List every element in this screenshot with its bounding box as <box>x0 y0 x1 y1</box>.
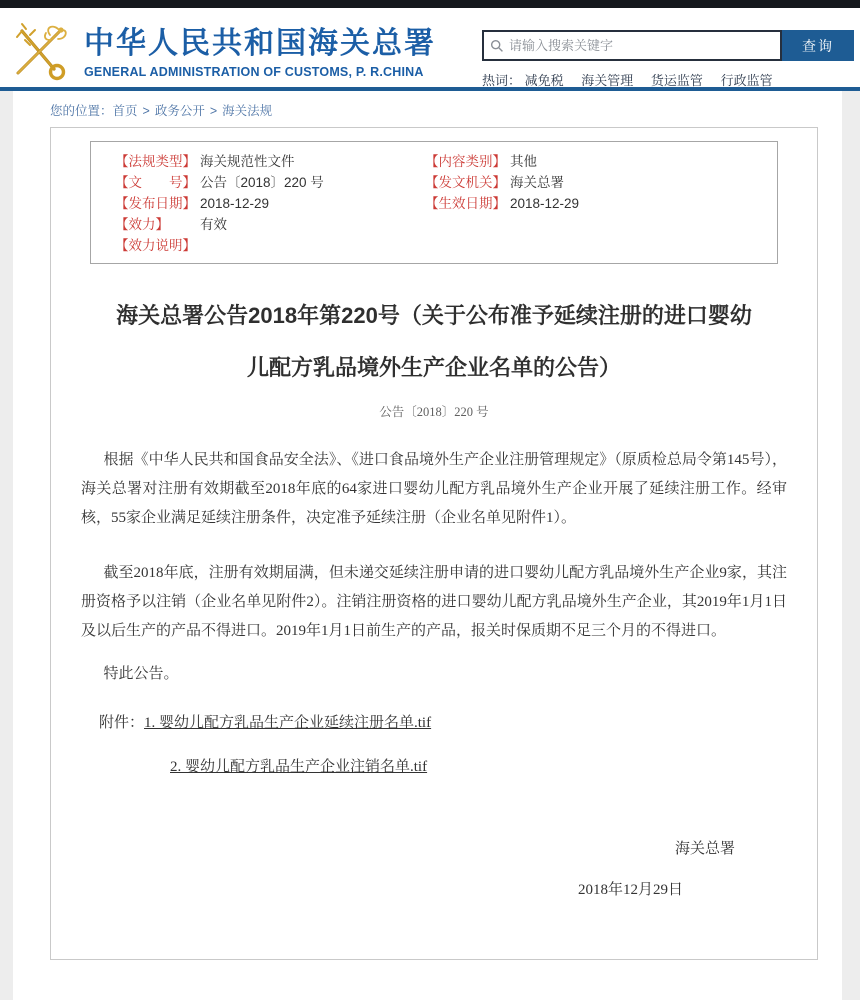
meta-label: 【法规类型】 <box>115 154 196 169</box>
article-body <box>51 446 817 899</box>
attachment-link-renewal-list[interactable]: 1. 婴幼儿配方乳品生产企业延续注册名单.tif <box>144 715 432 731</box>
breadcrumb-separator: > <box>142 104 150 118</box>
document-meta-box <box>90 141 778 264</box>
meta-row-publish-date <box>115 193 425 214</box>
page-body <box>13 91 842 1000</box>
search-icon <box>490 39 504 53</box>
hot-word-link[interactable]: 减免税 <box>524 73 564 88</box>
attachments <box>81 713 787 777</box>
hot-words <box>482 70 854 89</box>
paragraph: 根据《中华人民共和国食品安全法》、《进口食品境外生产企业注册管理规定》（原质检总局令第145号），海关总署对注册有效期截至2018年底的64家进口婴幼儿配方乳品境外生产企业开展了延续注册工作。经审核，55家企业满足延续注册条件，决定准予延续注册（企业名单见附件1）。 <box>81 452 787 526</box>
signature: 海关总署 <box>674 841 735 857</box>
meta-label: 【发布日期】 <box>115 196 196 211</box>
meta-value: 公告〔2018〕220 号 <box>200 175 324 190</box>
meta-value: 2018-12-29 <box>510 196 580 211</box>
search-input[interactable] <box>509 38 774 53</box>
attachments-label: 附件： <box>99 715 145 731</box>
meta-value: 海关总署 <box>510 175 564 190</box>
meta-row-doc-number <box>115 172 425 193</box>
announcement-article <box>51 290 817 899</box>
meta-label: 【效力】 <box>115 217 169 232</box>
meta-row-effective-date <box>425 193 767 214</box>
site-subtitle: GENERAL ADMINISTRATION OF CUSTOMS, P. R.CHINA <box>84 64 424 79</box>
breadcrumb-item-home[interactable]: 首页 <box>112 104 138 118</box>
paragraph: 截至2018年底，注册有效期届满，但未递交延续注册申请的进口婴幼儿配方乳品境外生产企业9家，其注册资格予以注销（企业名单见附件2）。注销注册资格的进口婴幼儿配方乳品境外生产企业，其2019年1月1日及以后生产的产品不得进口。2019年1月1日前生产的产品，报关时保质期不足三个月的不得进口。 <box>81 565 787 639</box>
hot-word-link[interactable]: 行政监管 <box>720 73 773 88</box>
meta-label: 【文 号】 <box>115 175 196 190</box>
breadcrumb-prefix: 您的位置： <box>50 104 113 118</box>
top-bar <box>0 0 860 8</box>
meta-value: 海关规范性文件 <box>200 154 295 169</box>
article-doc-number: 公告〔2018〕220 号 <box>379 405 489 419</box>
attachment-link-cancellation-list[interactable]: 2. 婴幼儿配方乳品生产企业注销名单.tif <box>170 759 428 775</box>
closing-statement: 特此公告。 <box>103 666 179 682</box>
content-box <box>50 127 818 960</box>
breadcrumb-item-customs-law[interactable]: 海关法规 <box>222 104 273 118</box>
customs-emblem-icon <box>10 19 74 83</box>
meta-label: 【内容类别】 <box>425 154 506 169</box>
meta-label: 【发文机关】 <box>425 175 506 190</box>
breadcrumb <box>13 91 842 117</box>
site-logo[interactable] <box>10 15 436 87</box>
hot-word-link[interactable]: 货运监管 <box>650 73 703 88</box>
meta-row-validity <box>115 214 425 235</box>
meta-value: 其他 <box>510 154 537 169</box>
meta-value: 2018-12-29 <box>200 196 270 211</box>
hot-words-label: 热词： <box>482 73 522 88</box>
meta-row-validity-note <box>115 235 425 256</box>
meta-row-content-category <box>425 151 767 172</box>
breadcrumb-separator: > <box>209 104 218 118</box>
site-header <box>0 0 860 91</box>
search-box <box>482 30 782 61</box>
meta-label: 【效力说明】 <box>115 238 196 253</box>
meta-row-issuing-agency <box>425 172 767 193</box>
meta-label: 【生效日期】 <box>425 196 506 211</box>
breadcrumb-item-gov-affairs[interactable]: 政务公开 <box>154 104 205 118</box>
hot-word-link[interactable]: 海关管理 <box>581 73 634 88</box>
article-title: 海关总署公告2018年第220号（关于公布准予延续注册的进口婴幼儿配方乳品境外生产企业名单的公告） <box>116 303 752 380</box>
meta-row-law-type <box>115 151 425 172</box>
meta-value: 有效 <box>200 217 227 232</box>
search-area <box>482 30 854 87</box>
site-title: 中华人民共和国海关总署 <box>84 27 436 60</box>
signature-date: 2018年12月29日 <box>577 882 683 898</box>
search-button[interactable]: 查询 <box>782 30 854 61</box>
